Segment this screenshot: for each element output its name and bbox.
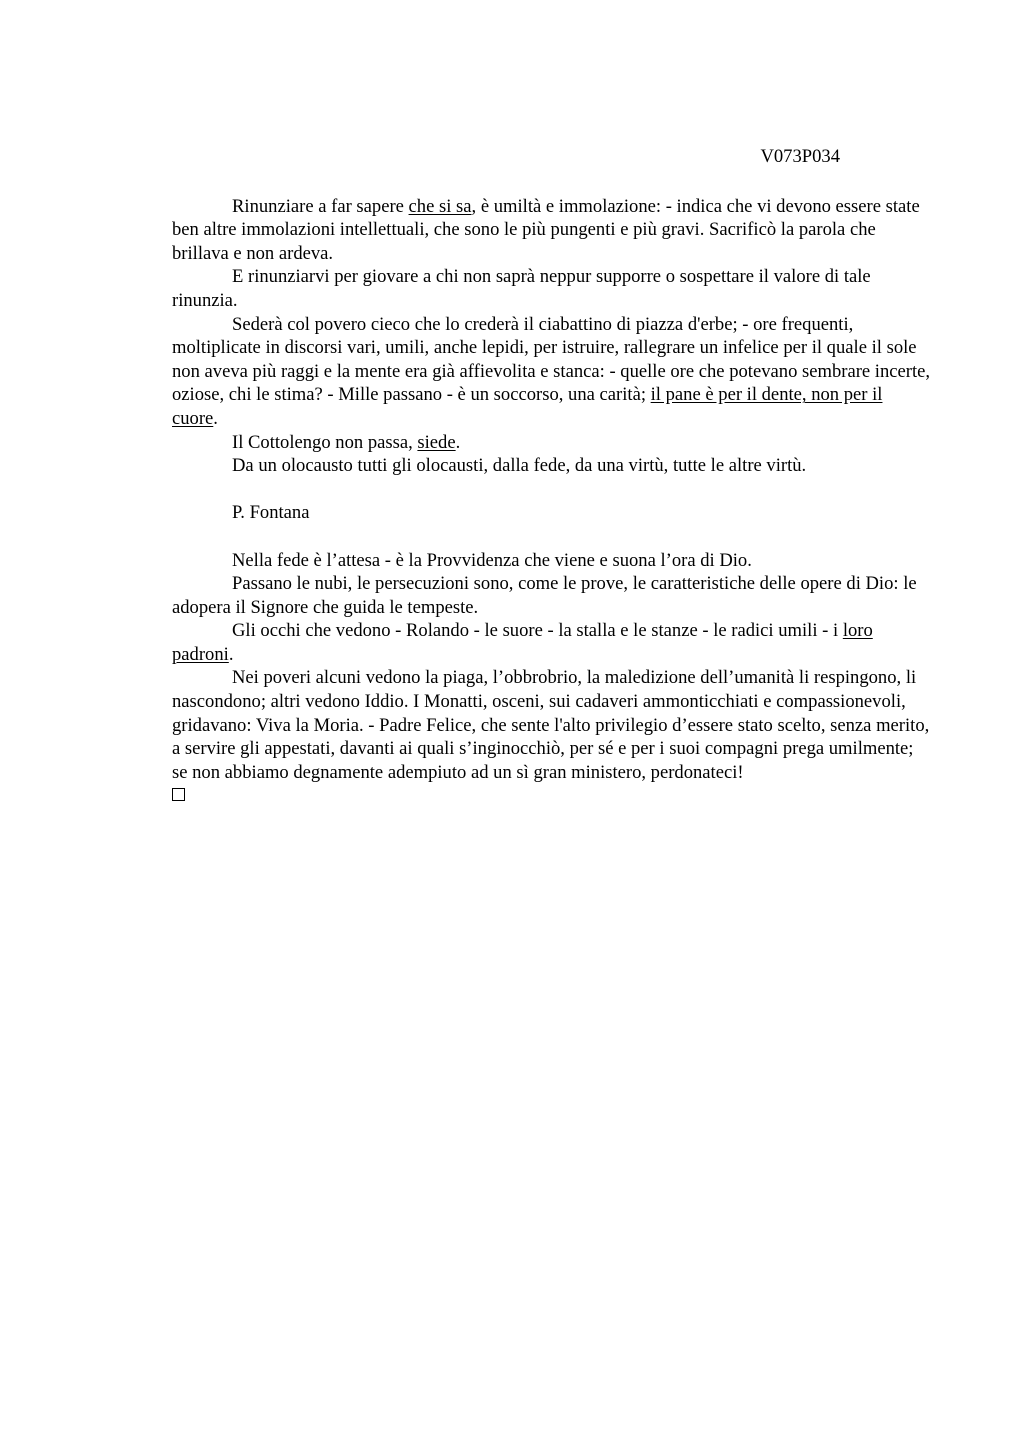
paragraph-1-text-b: , è umiltà e immolazione: - indica che vi devono essere state ben altre immolazioni intellettuali, che sono le più pungenti e più gravi. Sacrificò la parola che brillava e non ardeva.: [172, 195, 920, 264]
empty-square-icon: [172, 788, 185, 801]
paragraph-4-text-a: Il Cottolengo non passa,: [232, 431, 418, 453]
paragraph-9: Nei poveri alcuni vedono la piaga, l’obbrobrio, la maledizione dell’umanità li respingono, li nascondono; altri vedono Iddio. I Monatti, osceni, sui cadaveri ammonticchiati e compassionevoli, gridavano: Viva la Moria. - Padre Felice, che sente l'alto privilegio d’essere stato scelto, senza merito, a servire gli appestati, davanti ai quali s’inginocchiò, per sé e per i suoi compagni prega umilmente; se non abbiamo degnamente adempiuto ad un sì gran ministero, perdonateci!: [172, 667, 930, 783]
underlined-phrase-che-si-sa: che si sa: [408, 195, 472, 217]
underlined-phrase-loro-padroni: loro padroni: [172, 620, 873, 665]
signature: P. Fontana: [232, 502, 310, 524]
paragraph-1-text-a: Rinunziare a far sapere: [232, 195, 409, 217]
paragraph-2: E rinunziarvi per giovare a chi non saprà neppur supporre o sospettare il valore di tale rinunzia.: [172, 266, 871, 311]
underlined-phrase-il-pane: il pane è per il dente, non per il cuore: [172, 384, 883, 429]
paragraph-3: [172, 313, 932, 431]
blank-line: [172, 478, 932, 502]
page-identifier: V073P034: [760, 146, 840, 167]
paragraph-3-text-a: Sederà col povero cieco che lo crederà il ciabattino di piazza d'erbe; - ore frequenti, moltiplicate in discorsi vari, umili, anche lepidi, per istruire, rallegrare un infelice per il quale il sole non aveva più raggi e la mente era già affievolita e stanca: - quelle ore che potevano sembrare incerte, oziose, chi le stima? - Mille passano - è un soccorso, una carità;: [172, 313, 931, 406]
paragraph-3-text-b: .: [213, 407, 218, 429]
paragraph-4-text-b: .: [455, 431, 461, 453]
paragraph-8: [172, 619, 932, 666]
underlined-word-siede: siede: [417, 431, 456, 453]
document-page: [172, 145, 932, 808]
end-of-page-marker: [172, 784, 932, 808]
blank-line: [172, 525, 932, 549]
paragraph-8-text-b: .: [228, 643, 234, 665]
paragraph-4: [172, 431, 932, 455]
paragraph-5: Da un olocausto tutti gli olocausti, dalla fede, da una virtù, tutte le altre virtù.: [232, 455, 807, 477]
paragraph-6: Nella fede è l’attesa - è la Provvidenza che viene e suona l’ora di Dio.: [232, 549, 752, 571]
paragraph-8-text-a: Gli occhi che vedono - Rolando - le suore - la stalla e le stanze - le radici umili - i: [232, 620, 843, 642]
paragraph-1: [172, 195, 932, 266]
paragraph-7: Passano le nubi, le persecuzioni sono, come le prove, le caratteristiche delle opere di Dio: le adopera il Signore che guida le tempeste.: [172, 573, 917, 618]
